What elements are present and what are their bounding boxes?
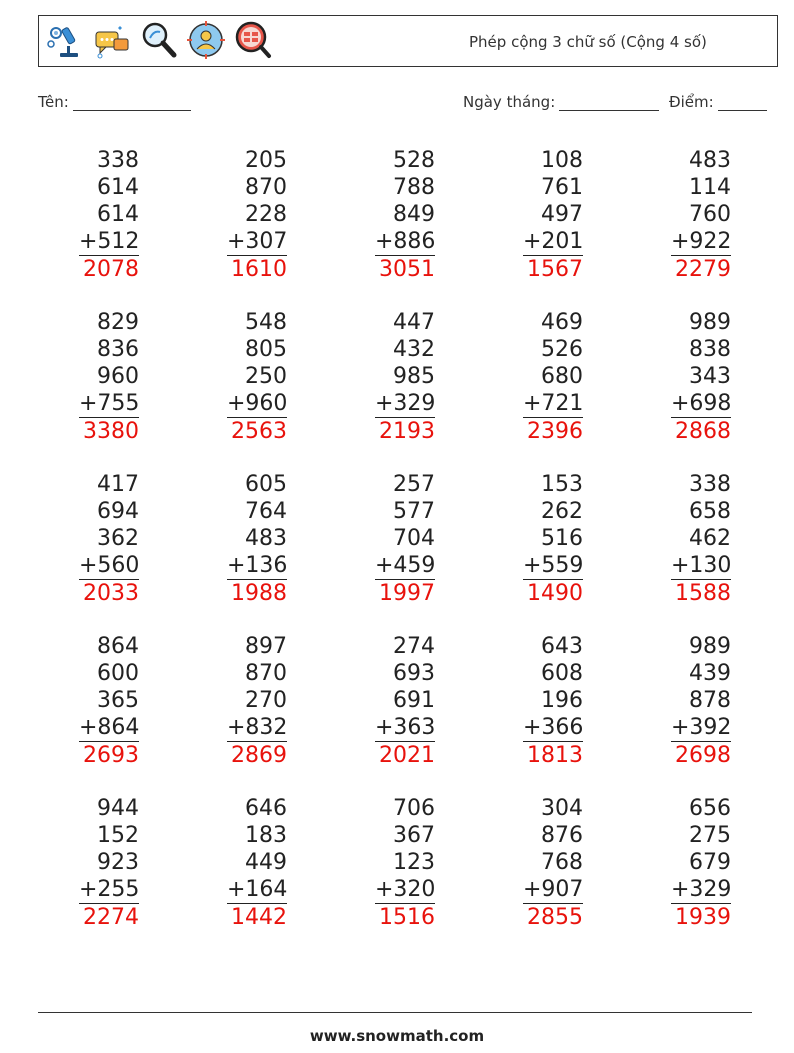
- answer: 1997: [379, 581, 435, 606]
- addend: 605: [245, 472, 287, 497]
- answer: 2021: [379, 743, 435, 768]
- answer: 1516: [379, 905, 435, 930]
- addend: 788: [393, 175, 435, 200]
- addend: 483: [689, 148, 731, 173]
- addend-with-plus: +560: [79, 553, 140, 578]
- addition-problem: [523, 147, 583, 283]
- addend: 270: [245, 688, 287, 713]
- addition-problem: [671, 633, 731, 769]
- addend: 152: [97, 823, 139, 848]
- addend-with-plus: +366: [523, 715, 584, 740]
- addend: 432: [393, 337, 435, 362]
- addend: 196: [541, 688, 583, 713]
- addend: 123: [393, 850, 435, 875]
- addend: 829: [97, 310, 139, 335]
- addend: 643: [541, 634, 583, 659]
- addition-problem: [375, 795, 435, 931]
- answer: 2396: [527, 419, 583, 444]
- addend: 516: [541, 526, 583, 551]
- answer: 2855: [527, 905, 583, 930]
- addend: 528: [393, 148, 435, 173]
- addend-with-plus: +392: [671, 715, 732, 740]
- answer: 1939: [675, 905, 731, 930]
- addend: 764: [245, 499, 287, 524]
- addend: 338: [689, 472, 731, 497]
- addend: 338: [97, 148, 139, 173]
- addend: 108: [541, 148, 583, 173]
- addition-problem: [671, 795, 731, 931]
- addend-with-plus: +136: [227, 553, 288, 578]
- answer: 2693: [83, 743, 139, 768]
- addend-with-plus: +329: [671, 877, 732, 902]
- addend-with-plus: +960: [227, 391, 288, 416]
- addend: 836: [97, 337, 139, 362]
- addend-with-plus: +201: [523, 229, 584, 254]
- addend: 760: [689, 202, 731, 227]
- addend: 447: [393, 310, 435, 335]
- answer: 2563: [231, 419, 287, 444]
- magnifier-icon: [139, 20, 179, 60]
- addition-problem: [227, 309, 287, 445]
- score-field: [669, 93, 767, 111]
- addition-problem: [375, 633, 435, 769]
- microscope-icon: [45, 20, 85, 60]
- answer: 2868: [675, 419, 731, 444]
- answer: 2033: [83, 581, 139, 606]
- addend-with-plus: +512: [79, 229, 140, 254]
- addend: 257: [393, 472, 435, 497]
- addition-problem: [671, 309, 731, 445]
- addend: 656: [689, 796, 731, 821]
- addend-with-plus: +864: [79, 715, 140, 740]
- answer: 2078: [83, 257, 139, 282]
- addition-problem: [79, 309, 139, 445]
- addend: 897: [245, 634, 287, 659]
- footer-divider: [38, 1012, 752, 1013]
- footer-site: www.snowmath.com: [309, 1027, 485, 1045]
- addition-problem: [375, 309, 435, 445]
- magnifier-letters-icon: [233, 20, 273, 60]
- addition-problem: [375, 471, 435, 607]
- addend-with-plus: +721: [523, 391, 584, 416]
- addend: 680: [541, 364, 583, 389]
- answer: 1567: [527, 257, 583, 282]
- addend-with-plus: +130: [671, 553, 732, 578]
- answer: 1610: [231, 257, 287, 282]
- answer: 2698: [675, 743, 731, 768]
- addition-problem: [671, 147, 731, 283]
- date-field: [463, 93, 659, 111]
- addend: 658: [689, 499, 731, 524]
- addend: 870: [245, 175, 287, 200]
- chat-bubbles-icon: [92, 20, 132, 60]
- addend: 878: [689, 688, 731, 713]
- addend: 985: [393, 364, 435, 389]
- addend: 497: [541, 202, 583, 227]
- addition-problem: [79, 795, 139, 931]
- name-blank-line[interactable]: [73, 94, 191, 111]
- addend: 365: [97, 688, 139, 713]
- addend-with-plus: +907: [523, 877, 584, 902]
- addition-problem: [79, 471, 139, 607]
- header-icons: [45, 20, 273, 60]
- answer: 2193: [379, 419, 435, 444]
- addend: 439: [689, 661, 731, 686]
- date-blank-line[interactable]: [559, 94, 659, 111]
- addend: 805: [245, 337, 287, 362]
- addend: 367: [393, 823, 435, 848]
- name-field: [38, 93, 191, 111]
- addend: 864: [97, 634, 139, 659]
- addend: 262: [541, 499, 583, 524]
- addend: 343: [689, 364, 731, 389]
- addend-with-plus: +559: [523, 553, 584, 578]
- addend: 761: [541, 175, 583, 200]
- addend: 417: [97, 472, 139, 497]
- addend: 693: [393, 661, 435, 686]
- addend: 989: [689, 634, 731, 659]
- answer: 2279: [675, 257, 731, 282]
- addend: 706: [393, 796, 435, 821]
- addend: 362: [97, 526, 139, 551]
- addend: 205: [245, 148, 287, 173]
- addition-problem: [523, 309, 583, 445]
- answer: 1988: [231, 581, 287, 606]
- addend: 304: [541, 796, 583, 821]
- addition-problem: [227, 633, 287, 769]
- addend: 274: [393, 634, 435, 659]
- addend: 694: [97, 499, 139, 524]
- addend: 960: [97, 364, 139, 389]
- answer: 1588: [675, 581, 731, 606]
- answer: 3051: [379, 257, 435, 282]
- addend: 577: [393, 499, 435, 524]
- answer: 2274: [83, 905, 139, 930]
- addend: 944: [97, 796, 139, 821]
- addend: 548: [245, 310, 287, 335]
- addend-with-plus: +698: [671, 391, 732, 416]
- addend: 614: [97, 175, 139, 200]
- addend-with-plus: +459: [375, 553, 436, 578]
- name-label: Tên:: [38, 93, 69, 111]
- answer: 1813: [527, 743, 583, 768]
- addend: 275: [689, 823, 731, 848]
- addition-problem: [671, 471, 731, 607]
- answer: 3380: [83, 419, 139, 444]
- addend: 250: [245, 364, 287, 389]
- date-label: Ngày tháng:: [463, 93, 556, 111]
- addend: 600: [97, 661, 139, 686]
- addition-problem: [227, 795, 287, 931]
- addend: 614: [97, 202, 139, 227]
- addend-with-plus: +255: [79, 877, 140, 902]
- addend: 114: [689, 175, 731, 200]
- addend: 704: [393, 526, 435, 551]
- addend: 849: [393, 202, 435, 227]
- score-label: Điểm:: [669, 93, 714, 111]
- addend: 876: [541, 823, 583, 848]
- addend: 646: [245, 796, 287, 821]
- addend-with-plus: +922: [671, 229, 732, 254]
- addition-problem: [227, 147, 287, 283]
- addend: 923: [97, 850, 139, 875]
- answer: 2869: [231, 743, 287, 768]
- addend: 449: [245, 850, 287, 875]
- answer: 1490: [527, 581, 583, 606]
- addend-with-plus: +320: [375, 877, 436, 902]
- page-title: Phép cộng 3 chữ số (Cộng 4 số): [469, 33, 707, 51]
- addend-with-plus: +755: [79, 391, 140, 416]
- addend-with-plus: +886: [375, 229, 436, 254]
- score-blank-line[interactable]: [718, 94, 767, 111]
- addend-with-plus: +363: [375, 715, 436, 740]
- addend-with-plus: +164: [227, 877, 288, 902]
- addend: 768: [541, 850, 583, 875]
- person-target-icon: [186, 20, 226, 60]
- addition-problem: [79, 147, 139, 283]
- addend-with-plus: +307: [227, 229, 288, 254]
- addend: 469: [541, 310, 583, 335]
- addend: 526: [541, 337, 583, 362]
- addition-problem: [375, 147, 435, 283]
- addend-with-plus: +832: [227, 715, 288, 740]
- addend: 989: [689, 310, 731, 335]
- addition-problem: [523, 471, 583, 607]
- addend: 679: [689, 850, 731, 875]
- addition-problem: [227, 471, 287, 607]
- addend: 838: [689, 337, 731, 362]
- addend: 153: [541, 472, 583, 497]
- addition-problem: [523, 633, 583, 769]
- addend: 228: [245, 202, 287, 227]
- addend-with-plus: +329: [375, 391, 436, 416]
- worksheet-header: [38, 15, 778, 67]
- addition-problem: [523, 795, 583, 931]
- addition-problem: [79, 633, 139, 769]
- answer: 1442: [231, 905, 287, 930]
- addend: 608: [541, 661, 583, 686]
- addend: 870: [245, 661, 287, 686]
- addend: 483: [245, 526, 287, 551]
- addend: 462: [689, 526, 731, 551]
- addend: 183: [245, 823, 287, 848]
- addend: 691: [393, 688, 435, 713]
